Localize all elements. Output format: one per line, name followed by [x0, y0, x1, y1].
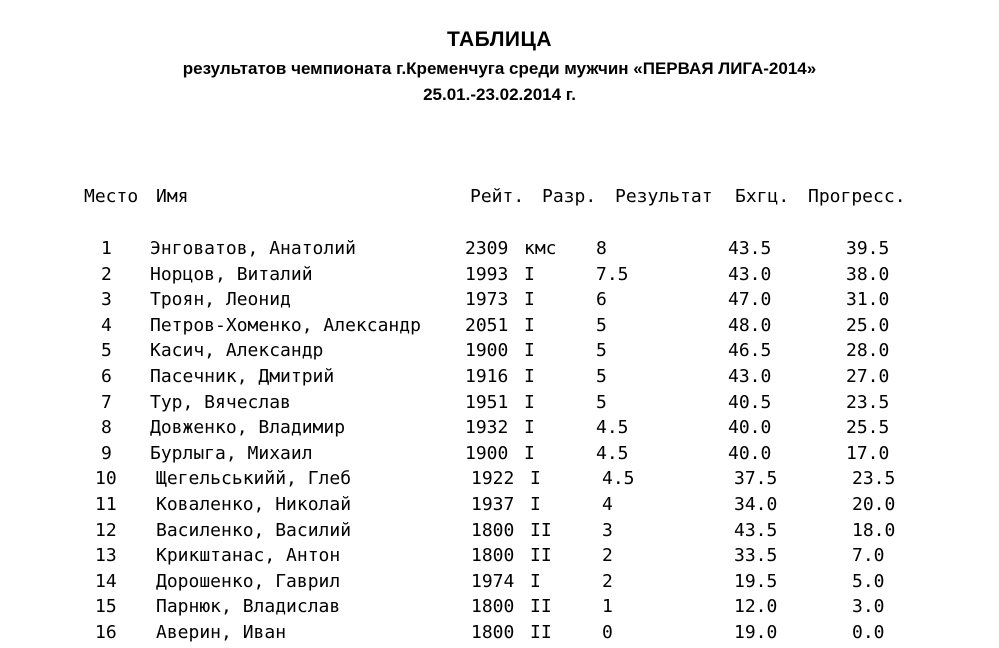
cell-rating: 1973	[465, 289, 509, 311]
cell-buchholz: 46.5	[728, 340, 772, 362]
cell-category: II	[530, 596, 552, 618]
cell-place: 14	[95, 570, 117, 592]
cell-rating: 2309	[465, 238, 509, 259]
cell-buchholz: 19.5	[734, 570, 778, 592]
cell-progress: 18.0	[852, 519, 896, 541]
cell-result: 4.5	[596, 442, 629, 464]
cell-place: 1	[101, 238, 112, 259]
cell-result: 4.5	[602, 468, 635, 490]
cell-progress: 25.0	[846, 314, 890, 336]
cell-buchholz: 43.5	[734, 519, 778, 541]
cell-result: 5	[596, 314, 607, 336]
header-result: Результат	[615, 186, 713, 207]
cell-result: 2	[602, 570, 613, 592]
cell-buchholz: 48.0	[728, 314, 772, 336]
cell-name: Довженко, Владимир	[150, 417, 346, 439]
cell-rating: 1800	[471, 596, 515, 618]
header-name: Имя	[156, 186, 189, 207]
header-rating: Рейт.	[470, 186, 525, 207]
cell-name: Аверин, Иван	[156, 622, 287, 643]
cell-rating: 1932	[465, 417, 509, 439]
cell-rating: 1993	[465, 263, 509, 285]
cell-rating: 1922	[471, 468, 515, 490]
cell-rating: 1916	[465, 366, 509, 387]
cell-category: I	[524, 314, 535, 336]
table-row	[0, 238, 999, 264]
cell-rating: 1800	[471, 545, 515, 567]
cell-buchholz: 12.0	[734, 596, 778, 618]
cell-progress: 38.0	[846, 263, 890, 285]
cell-place: 12	[95, 519, 117, 541]
cell-category: II	[530, 545, 552, 567]
cell-name: Коваленко, Николай	[156, 494, 352, 515]
cell-buchholz: 34.0	[734, 494, 778, 515]
cell-category: I	[524, 340, 535, 362]
cell-name: Норцов, Виталий	[150, 263, 313, 285]
cell-rating: 1800	[471, 622, 515, 643]
cell-progress: 3.0	[852, 596, 885, 618]
cell-result: 5	[596, 391, 607, 413]
header-place: Место	[84, 186, 139, 207]
cell-category: I	[524, 391, 535, 413]
cell-category: I	[524, 417, 535, 439]
cell-place: 2	[101, 263, 112, 285]
cell-result: 0	[602, 622, 613, 643]
table-row	[0, 571, 999, 597]
cell-progress: 27.0	[846, 366, 890, 387]
cell-buchholz: 40.5	[728, 391, 772, 413]
cell-progress: 5.0	[852, 570, 885, 592]
cell-name: Дорошенко, Гаврил	[156, 570, 341, 592]
cell-progress: 23.5	[852, 468, 896, 490]
document-subtitle: результатов чемпионата г.Кременчуга среди мужчин «ПЕРВАЯ ЛИГА-2014»	[182, 59, 817, 78]
cell-place: 10	[95, 468, 117, 490]
cell-category: I	[530, 468, 541, 490]
cell-name: Петров-Хоменко, Александр	[150, 314, 421, 336]
cell-progress: 31.0	[846, 289, 890, 311]
table-row	[0, 622, 999, 648]
table-row	[0, 264, 999, 290]
cell-place: 6	[101, 366, 112, 387]
cell-result: 8	[596, 238, 607, 259]
table-row	[0, 315, 999, 341]
cell-name: Бурлыга, Михаил	[150, 442, 313, 464]
cell-progress: 39.5	[846, 238, 890, 259]
cell-progress: 7.0	[852, 545, 885, 567]
cell-place: 15	[95, 596, 117, 618]
cell-name: Щегельськийй, Глеб	[156, 468, 352, 490]
cell-result: 7.5	[596, 263, 629, 285]
cell-rating: 1900	[465, 340, 509, 362]
cell-category: II	[530, 519, 552, 541]
cell-result: 4	[602, 494, 613, 515]
table-row	[0, 545, 999, 571]
cell-name: Крикштанас, Антон	[156, 545, 341, 567]
cell-buchholz: 19.0	[734, 622, 778, 643]
table-row	[0, 366, 999, 392]
cell-place: 4	[101, 314, 112, 336]
cell-progress: 23.5	[846, 391, 890, 413]
table-row	[0, 494, 999, 520]
cell-category: I	[524, 442, 535, 464]
table-row	[0, 392, 999, 418]
document-title: ТАБЛИЦА	[446, 28, 553, 51]
cell-place: 8	[101, 417, 112, 439]
cell-rating: 1937	[471, 494, 515, 515]
cell-name: Касич, Александр	[150, 340, 324, 362]
cell-place: 13	[95, 545, 117, 567]
cell-place: 5	[101, 340, 112, 362]
cell-category: кмс	[524, 238, 557, 259]
cell-buchholz: 43.0	[728, 263, 772, 285]
cell-result: 5	[596, 340, 607, 362]
cell-result: 2	[602, 545, 613, 567]
table-row	[0, 596, 999, 622]
table-row	[0, 468, 999, 494]
cell-name: Парнюк, Владислав	[156, 596, 341, 618]
cell-place: 7	[101, 391, 112, 413]
table-row	[0, 340, 999, 366]
cell-buchholz: 40.0	[728, 417, 772, 439]
cell-progress: 28.0	[846, 340, 890, 362]
cell-result: 4.5	[596, 417, 629, 439]
table-row	[0, 417, 999, 443]
cell-rating: 1900	[465, 442, 509, 464]
cell-category: I	[524, 289, 535, 311]
cell-category: I	[524, 366, 535, 387]
cell-buchholz: 47.0	[728, 289, 772, 311]
cell-buchholz: 33.5	[734, 545, 778, 567]
cell-rating: 1974	[471, 570, 515, 592]
cell-name: Тур, Вячеслав	[150, 391, 291, 413]
table-row	[0, 289, 999, 315]
cell-result: 6	[596, 289, 607, 311]
cell-name: Пасечник, Дмитрий	[150, 366, 335, 387]
document-dates: 25.01.-23.02.2014 г.	[423, 85, 576, 104]
cell-category: II	[530, 622, 552, 643]
cell-rating: 2051	[465, 314, 509, 336]
cell-category: I	[530, 570, 541, 592]
cell-progress: 0.0	[852, 622, 885, 643]
cell-buchholz: 37.5	[734, 468, 778, 490]
cell-name: Василенко, Василий	[156, 519, 352, 541]
cell-result: 3	[602, 519, 613, 541]
cell-buchholz: 43.5	[728, 238, 772, 259]
cell-rating: 1800	[471, 519, 515, 541]
cell-place: 11	[95, 494, 117, 515]
cell-buchholz: 43.0	[728, 366, 772, 387]
cell-name: Энговатов, Анатолий	[150, 238, 356, 259]
cell-place: 3	[101, 289, 112, 311]
header-progress: Прогресс.	[808, 186, 906, 207]
cell-progress: 20.0	[852, 494, 896, 515]
cell-buchholz: 40.0	[728, 442, 772, 464]
cell-rating: 1951	[465, 391, 509, 413]
cell-result: 5	[596, 366, 607, 387]
header-category: Разр.	[542, 186, 597, 207]
cell-name: Троян, Леонид	[150, 289, 291, 311]
cell-progress: 25.5	[846, 417, 890, 439]
table-row	[0, 520, 999, 546]
header-buchholz: Бхгц.	[735, 186, 790, 207]
cell-place: 16	[95, 622, 117, 643]
table-row	[0, 443, 999, 469]
cell-category: I	[524, 263, 535, 285]
cell-category: I	[530, 494, 541, 515]
cell-result: 1	[602, 596, 613, 618]
cell-progress: 17.0	[846, 442, 890, 464]
cell-place: 9	[101, 442, 112, 464]
